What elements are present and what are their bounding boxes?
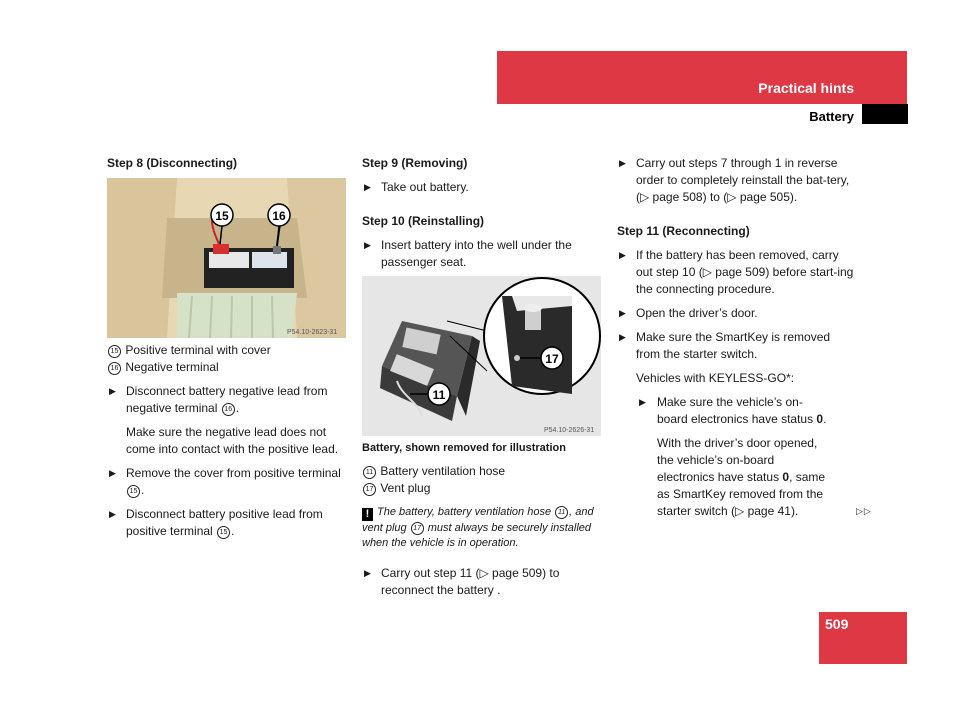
bullet-arrow-icon: ▶ — [619, 308, 626, 318]
step10-heading: Step 10 (Reinstalling) — [362, 214, 485, 228]
column-2-body — [362, 440, 602, 599]
legend-text: Battery ventilation hose — [380, 464, 506, 478]
bullet-arrow-icon: ▶ — [364, 568, 371, 578]
step-item: ▶ Make sure the SmartKey is removed from the starter switch. — [619, 330, 831, 361]
callout-15-label: 15 — [215, 209, 229, 223]
bullet-arrow-icon: ▶ — [364, 240, 371, 250]
column-2 — [362, 155, 602, 271]
sub-step-note: With the driver’s door opened, the vehicle’s on-board electronics have status 0, same as SmartKey removed from the starter switch (▷ page 41). — [657, 436, 826, 518]
bullet-arrow-icon: ▶ — [109, 509, 116, 519]
battery-label-left — [209, 252, 249, 268]
step-item: ▶ Disconnect battery negative lead from negative terminal 16 . — [109, 384, 328, 415]
step-item: ▶ Carry out steps 7 through 1 in reverse order to completely reinstall the bat-tery, (▷ page 508) to (▷ page 505). — [619, 156, 850, 204]
legend-item — [362, 480, 602, 497]
floor-mat — [177, 293, 297, 338]
step8-heading: Step 8 (Disconnecting) — [107, 156, 238, 170]
step-item: ▶ Disconnect battery positive lead from positive terminal 15 . — [109, 507, 323, 538]
step-item: ▶ If the battery has been removed, carry out step 10 (▷ page 509) before start-ing the connecting procedure. — [619, 248, 854, 296]
legend-number: 15 — [108, 345, 121, 358]
battery-removed-figure — [362, 276, 601, 436]
legend-item — [107, 359, 347, 376]
figure-code: P54.10-2623-31 — [287, 329, 338, 336]
warning-note: ! The battery, battery ventilation hose 11 , and vent plug 17 must always be securely installed when the vehicle is in operation. — [362, 506, 594, 549]
legend-text: Vent plug — [380, 481, 431, 495]
legend-text: Positive terminal with cover — [125, 343, 271, 357]
column-1-body — [107, 342, 347, 540]
bullet-arrow-icon: ▶ — [619, 158, 626, 168]
legend-item — [362, 463, 602, 480]
callout-17-label: 17 — [545, 352, 559, 366]
step11-heading: Step 11 (Reconnecting) — [617, 224, 750, 238]
step-note: Make sure the negative lead does not come into contact with the positive lead. — [126, 425, 339, 456]
battery-disconnect-figure — [107, 178, 346, 338]
battery-label-right — [252, 252, 287, 268]
legend-number: 17 — [363, 483, 376, 496]
bullet-arrow-icon: ▶ — [639, 397, 646, 407]
callout-11-label: 11 — [432, 388, 446, 402]
legend-number: 16 — [108, 362, 121, 375]
vent-hole — [514, 355, 520, 361]
callout-16-label: 16 — [272, 209, 286, 223]
step-item: ▶ Open the driver’s door. — [619, 306, 758, 320]
legend-text: Negative terminal — [125, 360, 219, 374]
subsection-title: Battery — [809, 109, 854, 124]
vent-plug-cap — [524, 304, 542, 312]
positive-terminal-cover — [213, 244, 229, 254]
column-3 — [617, 155, 857, 520]
step-item: ▶ Take out battery. — [364, 180, 469, 194]
section-title: Practical hints — [758, 80, 854, 96]
bullet-arrow-icon: ▶ — [619, 250, 626, 260]
bullet-arrow-icon: ▶ — [364, 182, 371, 192]
bullet-arrow-icon: ▶ — [109, 386, 116, 396]
page-number: 509 — [825, 616, 849, 632]
keyless-label: Vehicles with KEYLESS-GO*: — [636, 371, 795, 385]
figure-caption: Battery, shown removed for illustration — [362, 442, 566, 454]
step-item: ▶ Remove the cover from positive terminal 15 . — [109, 466, 341, 497]
legend-item — [107, 342, 347, 359]
step-item: ▶ Insert battery into the well under the passenger seat. — [364, 238, 572, 269]
sub-step-item: ▶ Make sure the vehicle’s on-board electronics have status 0. — [639, 395, 827, 426]
column-1 — [107, 155, 352, 172]
continue-marker: ▷▷ — [856, 506, 872, 516]
step-item: ▶ Carry out step 11 (▷ page 509) to reconnect the battery . — [364, 566, 560, 597]
header-tab — [862, 104, 908, 124]
bullet-arrow-icon: ▶ — [109, 468, 116, 478]
bullet-arrow-icon: ▶ — [619, 332, 626, 342]
legend-number: 11 — [363, 466, 376, 479]
negative-terminal — [273, 246, 281, 254]
warning-icon: ! — [362, 508, 373, 521]
step9-heading: Step 9 (Removing) — [362, 156, 468, 170]
figure-code: P54.10-2626-31 — [544, 427, 595, 434]
